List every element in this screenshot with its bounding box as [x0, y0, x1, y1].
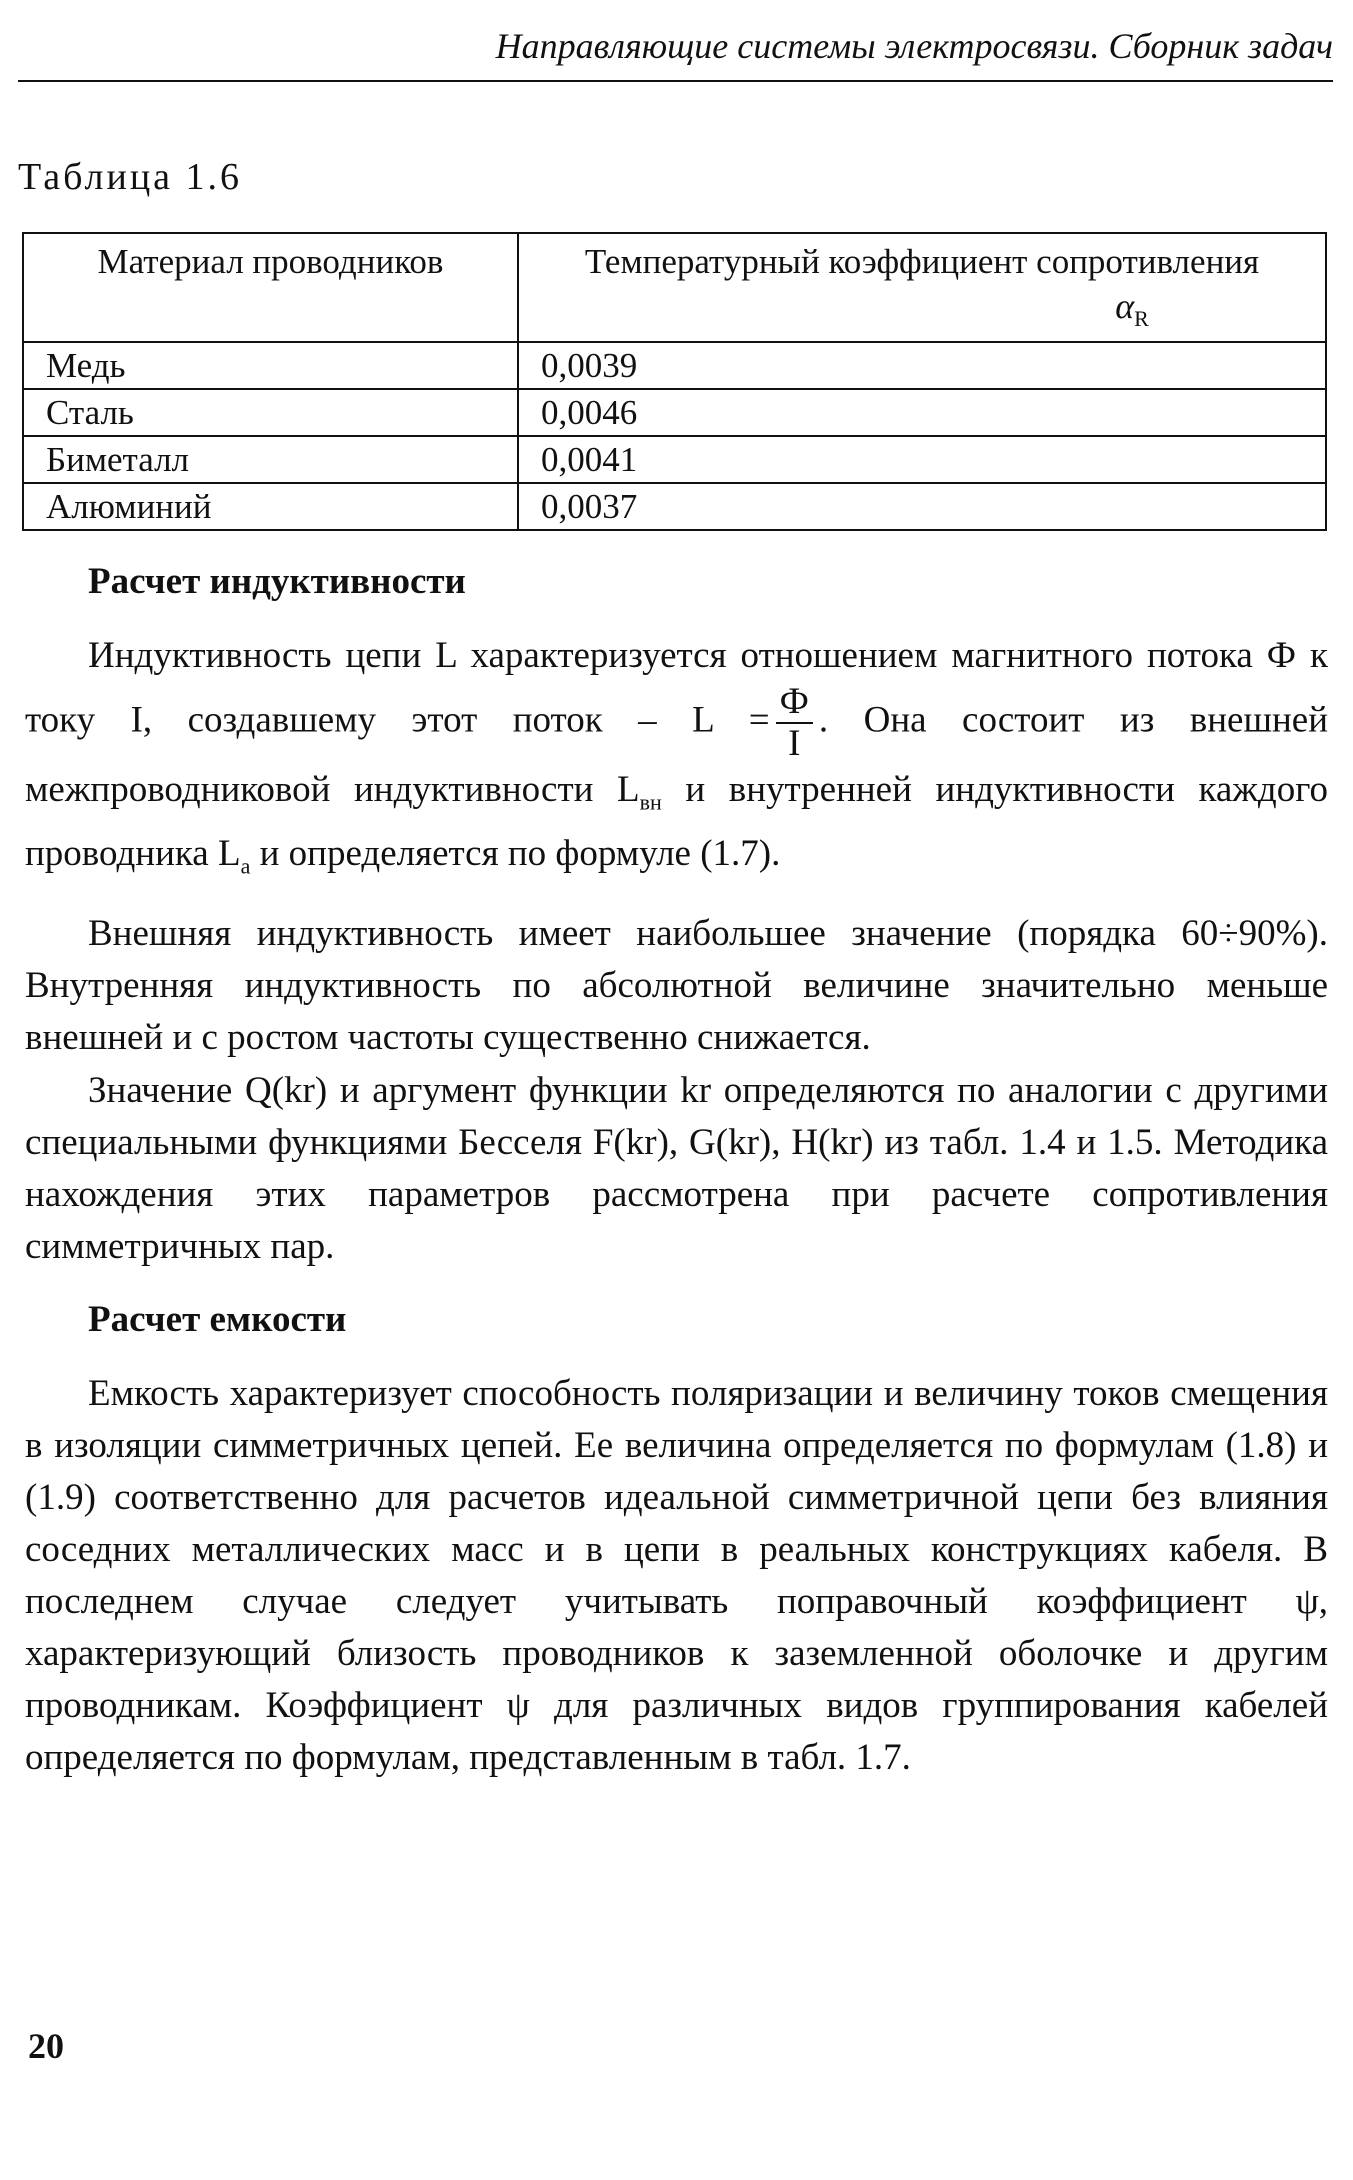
page-number: 20: [28, 2026, 64, 2066]
table-header-row: [23, 233, 1326, 342]
value-cell: 0,0041: [518, 436, 1326, 483]
material-cell: Медь: [23, 342, 518, 389]
table-row: [23, 483, 1326, 530]
paragraph-bessel-functions: Значение Q(kr) и аргумент функции kr определяются по аналогии с другими специальными функциями Бесселя F(kr), G(kr), H(kr) из табл. 1.4 и 1.5. Методика нахождения этих параметров рассмотрена при расчете сопротивления симметричных пар.: [25, 1070, 1328, 1267]
fraction-flux-over-current: $\frac{Ф}{I}$: [776, 682, 813, 764]
value-cell: 0,0037: [518, 483, 1326, 530]
material-cell: Биметалл: [23, 436, 518, 483]
table-row: [23, 436, 1326, 483]
paragraph-inductance-definition: Индуктивность цепи L характеризуется отношением магнитного потока Ф к току I, создавшему этот поток – L = $\frac{Ф}{I}$ . Она состоит из внешней межпроводниковой индуктивности $L_{вн}$ и внутренней индуктивности каждого проводника $L_а$ и определяется по формуле (1.7).: [25, 635, 1328, 879]
column-header-coefficient-label: Температурный коэффициент сопротивления: [584, 242, 1260, 281]
section-title-capacitance: Расчет емкости: [88, 1299, 347, 1340]
column-header-material: Материал проводников: [23, 233, 518, 342]
paragraph-external-inductance: Внешняя индуктивность имеет наибольшее значение (порядка 60÷90%). Внутренняя индуктивность по абсолютной величине значительно меньше внешней и с ростом частоты существенно снижается.: [25, 913, 1328, 1058]
value-cell: 0,0039: [518, 342, 1326, 389]
section-title-inductance: Расчет индуктивности: [88, 561, 466, 602]
column-header-coefficient: [518, 233, 1326, 342]
paragraph-capacitance: Емкость характеризует способность поляризации и величину токов смещения в изоляции симметричных цепей. Ее величина определяется по формулам (1.8) и (1.9) соответственно для расчетов идеальной симметричной цепи без влияния соседних металлических масс и в цепи в реальных конструкциях кабеля. В последнем случае следует учитывать поправочный коэффициент ψ, характеризующий близость проводников к заземленной оболочке и другим проводникам. Коэффициент ψ для различных видов группирования кабелей определяется по формулам, представленным в табл. 1.7.: [25, 1373, 1328, 1778]
alpha-symbol: $\alpha_R$: [1115, 286, 1149, 332]
material-cell: Алюминий: [23, 483, 518, 530]
material-cell: Сталь: [23, 389, 518, 436]
running-header: [18, 20, 1333, 82]
table-row: [23, 389, 1326, 436]
value-cell: 0,0046: [518, 389, 1326, 436]
running-title: Направляющие системы электросвязи. Сборник задач: [495, 26, 1333, 66]
resistance-coefficient-table: [22, 232, 1327, 531]
table-caption: Таблица 1.6: [18, 156, 243, 198]
table-row: [23, 342, 1326, 389]
